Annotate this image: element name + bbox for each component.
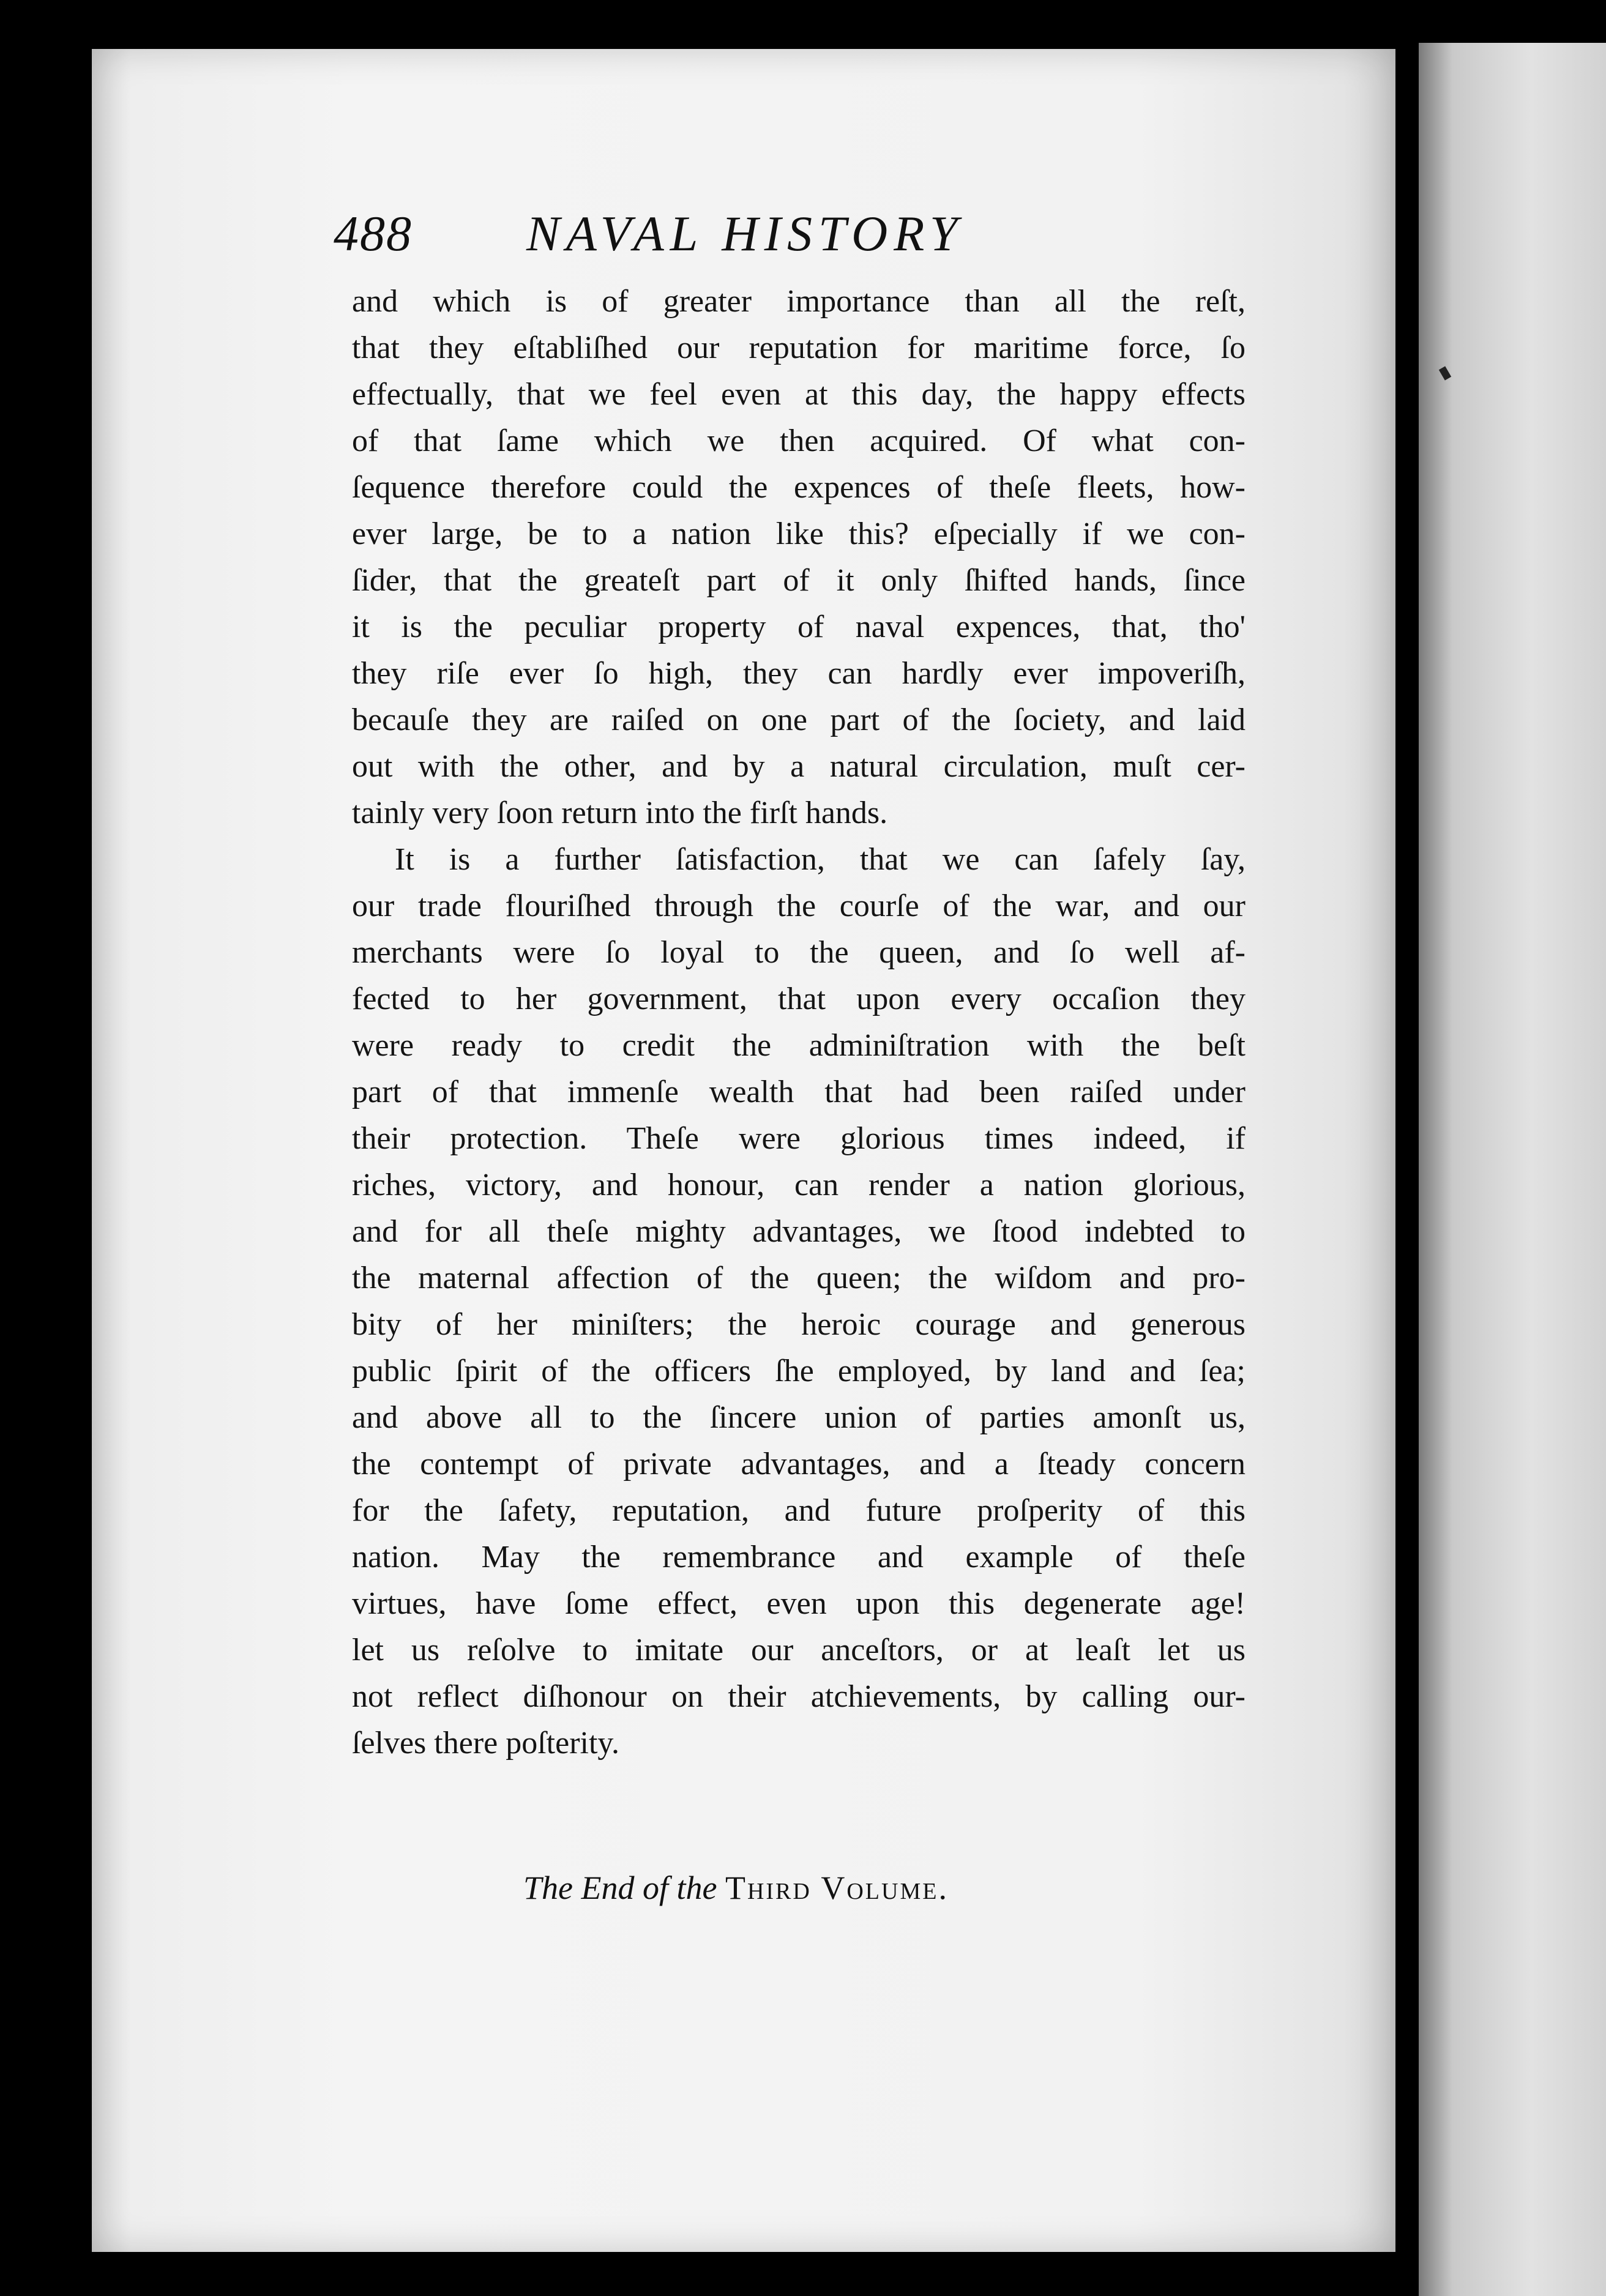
facing-page-edge [1419,43,1606,2296]
text-line: let us reſolve to imitate our anceſtors, or at leaſt let us [352,1633,1246,1668]
text-line: out with the other, and by a natural circulation, muſt cer- [352,749,1246,784]
text-line: and which is of greater importance than all the reſt, [352,284,1246,319]
text-line: public ſpirit of the officers ſhe employed, by land and ſea; [352,1354,1246,1388]
text-line: fected to her government, that upon every occaſion they [352,982,1246,1016]
text-line: and above all to the ſincere union of parties amonſt us, [352,1400,1246,1435]
volume-end-colophon [523,1863,1135,1912]
text-line: bity of her miniſters; the heroic courage and generous [352,1307,1246,1342]
text-line: and for all theſe mighty advantages, we ſtood indebted to [352,1214,1246,1249]
running-head: NAVAL HISTORY [526,206,964,261]
text-line: part of that immenſe wealth that had been raiſed under [352,1075,1246,1109]
text-line: effectually, that we feel even at this day, the happy effects [352,377,1246,412]
text-line: that they eſtabliſhed our reputation for maritime force, ſo [352,330,1246,365]
text-line: merchants were ſo loyal to the queen, and ſo well af- [352,935,1246,970]
colophon-caps: Third Volume. [725,1869,949,1906]
text-line: ſequence therefore could the expences of theſe fleets, how- [352,470,1246,505]
text-line: becauſe they are raiſed on one part of the ſociety, and laid [352,703,1246,737]
text-line: the maternal affection of the queen; the wiſdom and pro- [352,1261,1246,1295]
text-line: riches, victory, and honour, can render a nation glorious, [352,1168,1246,1202]
page-header [334,205,1252,278]
text-line: it is the peculiar property of naval expences, that, tho' [352,609,1246,644]
text-line: virtues, have ſome effect, even upon this degenerate age! [352,1586,1246,1621]
text-line: were ready to credit the adminiſtration with the beſt [352,1028,1246,1063]
text-line: of that ſame which we then acquired. Of what con- [352,423,1246,458]
colophon-italic: The End of the [523,1869,717,1906]
text-line: the contempt of private advantages, and a ſteady concern [352,1447,1246,1482]
page-number: 488 [334,206,413,261]
text-line: their protection. Theſe were glorious times indeed, if [352,1121,1246,1156]
text-line: our trade flouriſhed through the courſe of the war, and our [352,889,1246,923]
text-line: for the ſafety, reputation, and future proſperity of this [352,1493,1246,1528]
text-line: tainly very ſoon return into the firſt hands. [352,796,888,830]
text-line: not reflect diſhonour on their atchievements, by calling our- [352,1679,1246,1714]
text-line: nation. May the remembrance and example of theſe [352,1540,1246,1575]
text-line: ever large, be to a nation like this? eſpecially if we con- [352,516,1246,551]
body-text [352,278,1246,1767]
text-line: ſelves there poſterity. [352,1726,620,1761]
paragraph-start-line: It is a further ſatisfaction, that we can ſafely ſay, [395,842,1246,877]
text-line: they riſe ever ſo high, they can hardly ever impoveriſh, [352,656,1246,691]
text-line: ſider, that the greateſt part of it only ſhifted hands, ſince [352,563,1246,598]
